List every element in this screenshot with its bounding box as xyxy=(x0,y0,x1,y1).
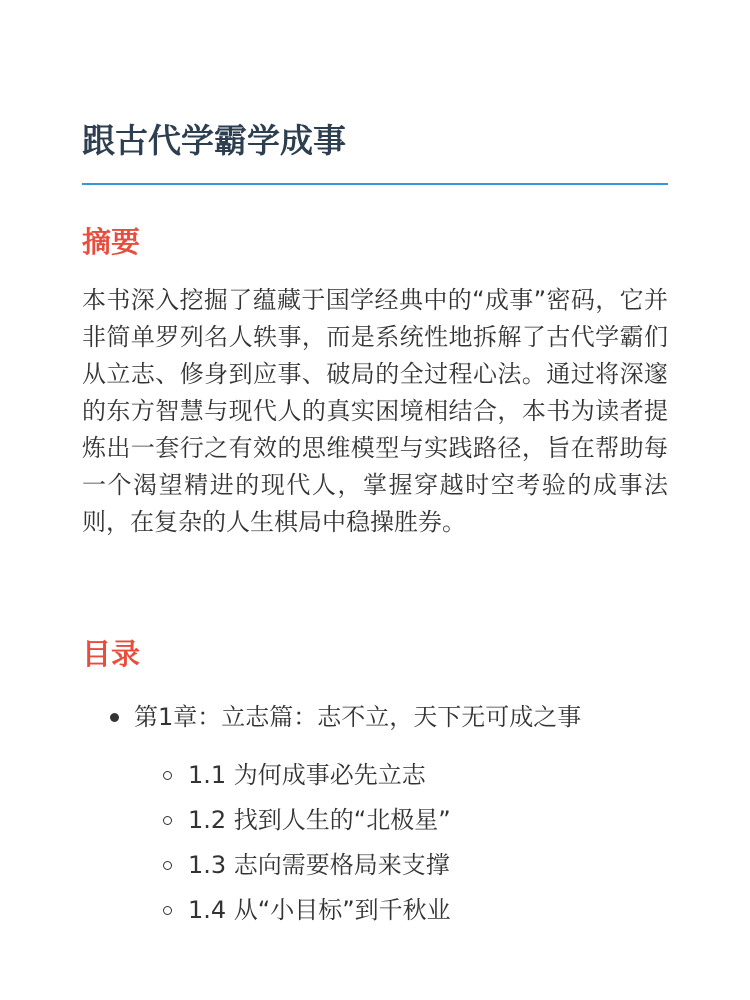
book-title: 跟古代学霸学成事 xyxy=(82,121,346,160)
toc-section-label: 1.4 从“小目标”到千秋业 xyxy=(188,896,451,924)
bullet-circle-icon xyxy=(163,816,172,825)
toc-section-item[interactable] xyxy=(134,801,668,840)
toc-section-list xyxy=(134,756,668,930)
toc-section-label: 1.1 为何成事必先立志 xyxy=(188,761,426,789)
toc-chapter[interactable] xyxy=(82,698,668,930)
toc-heading: 目录 xyxy=(82,637,141,671)
bullet-circle-icon xyxy=(163,861,172,870)
bullet-circle-icon xyxy=(163,771,172,780)
toc-section-item[interactable] xyxy=(134,891,668,930)
toc-section-label: 1.3 志向需要格局来支撑 xyxy=(188,851,450,879)
bullet-disc-icon xyxy=(110,713,119,722)
toc-list xyxy=(82,698,668,936)
toc-section-item[interactable] xyxy=(134,756,668,795)
bullet-circle-icon xyxy=(163,906,172,915)
abstract-text: 本书深入挖掘了蕴藏于国学经典中的“成事”密码，它并非简单罗列名人轶事，而是系统性地拆解了古代学霸们从立志、修身到应事、破局的全过程心法。通过将深邃的东方智慧与现代人的真实困境相结合，本书为读者提炼出一套行之有效的思维模型与实践路径，旨在帮助每一个渴望精进的现代人，掌握穿越时空考验的成事法则，在复杂的人生棋局中稳操胜券。 xyxy=(82,286,668,536)
toc-section-item[interactable] xyxy=(134,846,668,885)
toc-chapter-label: 第1章：立志篇：志不立，天下无可成之事 xyxy=(134,703,582,731)
abstract-heading: 摘要 xyxy=(82,225,141,259)
title-divider xyxy=(82,183,668,185)
toc-section-label: 1.2 找到人生的“北极星” xyxy=(188,806,451,834)
